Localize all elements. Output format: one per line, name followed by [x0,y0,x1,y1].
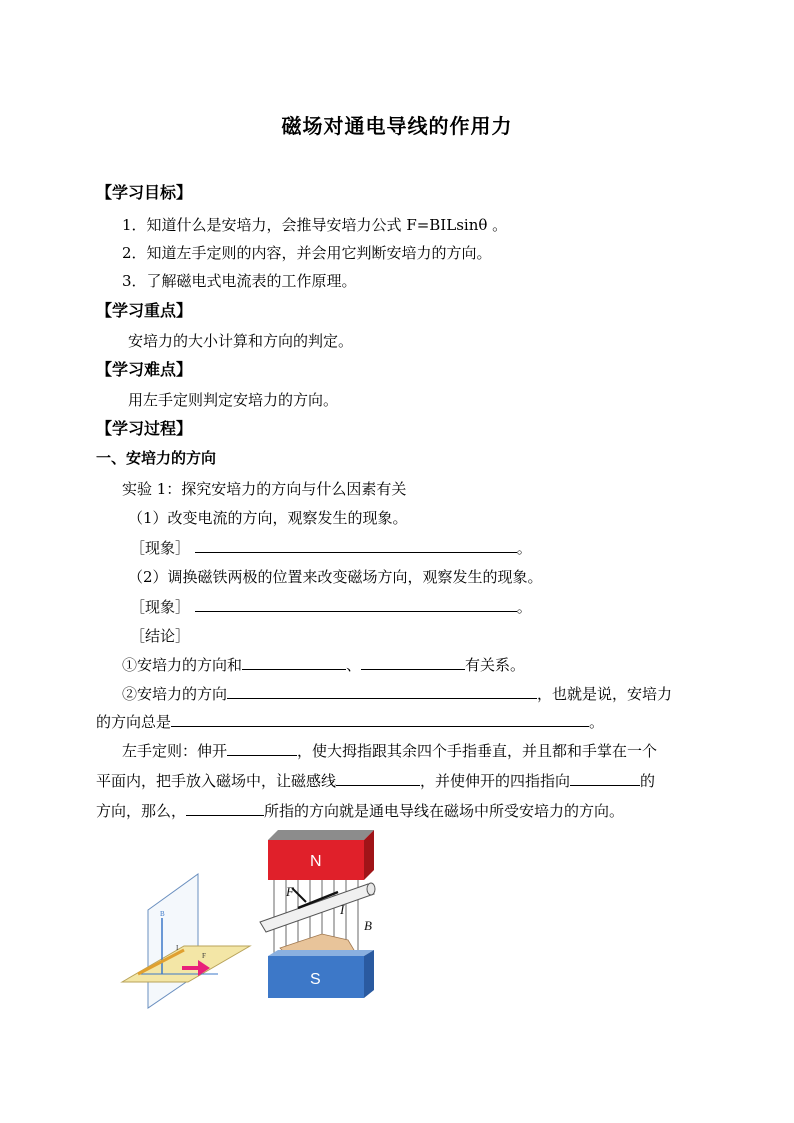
step-1: （1）改变电流的方向，观察发生的现象。 [128,509,408,527]
conclusion-label: ［结论］ [130,627,191,645]
left-hand-rule-2 [96,770,655,791]
section-heading: 一、安培力的方向 [96,449,217,467]
text: ②安培力的方向 [122,685,228,703]
south-side-face [364,950,374,998]
answer-blank[interactable] [195,597,517,612]
page-title: 磁场对通电导线的作用力 [281,114,513,138]
answer-blank[interactable] [227,741,297,756]
goal-item: 2．知道左手定则的内容，并会用它判断安培力的方向。 [122,244,492,262]
answer-blank[interactable] [336,771,420,786]
text: 、 [346,656,362,674]
text: 有关系。 [465,656,526,674]
text: ，也就是说，安培力 [537,685,673,703]
answer-blank[interactable] [171,712,589,727]
answer-blank[interactable] [242,655,346,670]
key-heading: 【学习重点】 [96,301,193,320]
label-f: F [202,952,206,960]
phenomenon-line-1 [130,537,532,558]
horizontal-plane [122,946,250,982]
answer-blank[interactable] [361,655,465,670]
phenomenon-label: ［现象］ [130,539,191,557]
conclusion-1 [122,654,525,675]
label-b: B [160,910,165,918]
difficulty-text: 用左手定则判定安培力的方向。 [128,391,339,409]
phenomenon-label: ［现象］ [130,598,191,616]
left-hand-rule-3 [96,800,624,821]
experiment-title: 实验 1：探究安培力的方向与什么因素有关 [122,480,407,498]
text: 方向，那么， [96,802,187,820]
left-hand-rule-1 [122,740,657,761]
conclusion-2-cont [96,711,604,732]
process-heading: 【学习过程】 [96,419,193,438]
label-i: I [340,902,345,917]
text: ，使大拇指跟其余四个手指垂直，并且都和手掌在一个 [297,742,658,760]
answer-blank[interactable] [195,538,517,553]
key-text: 安培力的大小计算和方向的判定。 [128,332,354,350]
difficulty-heading: 【学习难点】 [96,360,193,379]
label-i: I [176,944,179,952]
period: 。 [589,713,605,731]
text: 平面内，把手放入磁场中，让磁感线 [96,772,337,790]
magnet-diagram [252,826,382,1006]
goal-item: 3．了解磁电式电流表的工作原理。 [122,272,357,290]
south-top-face [268,950,374,956]
text: 的 [640,772,656,790]
answer-blank[interactable] [570,771,640,786]
text: 所指的方向就是通电导线在磁场中所受安培力的方向。 [264,802,625,820]
label-f: F [286,884,294,899]
text: 的方向总是 [96,713,172,731]
step-2: （2）调换磁铁两极的位置来改变磁场方向，观察发生的现象。 [128,568,543,586]
period: 。 [516,539,532,557]
label-b: B [364,918,372,933]
plane-diagram [118,870,253,1010]
answer-blank[interactable] [186,801,264,816]
goal-item: 1．知道什么是安培力，会推导安培力公式 F=BILsinθ 。 [122,216,508,234]
period: 。 [516,598,532,616]
vertical-plane [148,874,198,1008]
north-label: N [310,853,322,870]
text: 左手定则：伸开 [122,742,228,760]
answer-blank[interactable] [227,684,537,699]
goals-heading: 【学习目标】 [96,183,193,202]
text: ，并使伸开的四指指向 [420,772,571,790]
conclusion-2 [122,683,672,704]
phenomenon-line-2 [130,596,532,617]
text: ①安培力的方向和 [122,656,243,674]
south-label: S [310,971,321,988]
north-top-face [268,830,374,840]
